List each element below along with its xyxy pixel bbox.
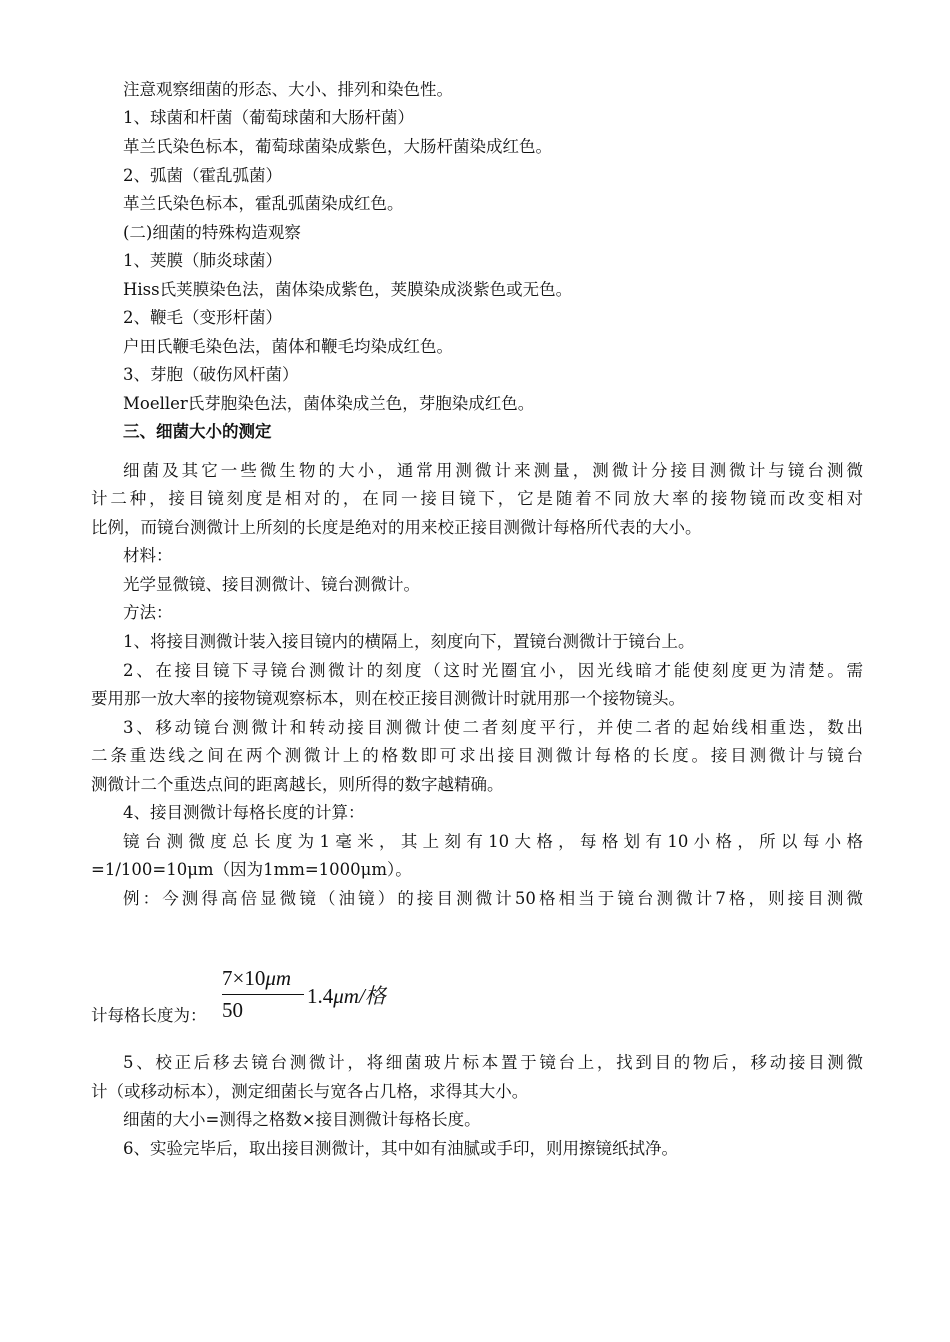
text-line: Moeller氏芽胞染色法，菌体染成兰色，芽胞染成红色。 [123, 394, 535, 413]
section-heading: 三、细菌大小的测定 [123, 422, 272, 441]
step-1: 1、将接目测微计装入接目镜内的横隔上，刻度向下，置镜台测微计于镜台上。 [123, 632, 695, 651]
step-4-title: 4、接目测微计每格长度的计算： [123, 803, 365, 822]
text-line: 户田氏鞭毛染色法，菌体和鞭毛均染成红色。 [123, 337, 453, 356]
text-line: 注意观察细菌的形态、大小、排列和染色性。 [123, 80, 453, 99]
text-line: 2、弧菌（霍乱弧菌） [123, 166, 282, 185]
step-3-line: 3、移动镜台测微计和转动接目测微计使二者刻度平行，并使二者的起始线相重迭，数出 [123, 718, 863, 737]
step-3-line: 二条重迭线之间在两个测微计上的格数即可求出接目测微计每格的长度。接目测微计与镜台 [91, 746, 863, 765]
step-2-line: 2、在接目镜下寻镜台测微计的刻度（这时光圈宜小，因光线暗才能使刻度更为清楚。需 [123, 661, 863, 680]
fraction-bar [222, 994, 304, 995]
fraction-denominator: 50 [222, 998, 243, 1022]
step-6: 6、实验完毕后，取出接目测微计，其中如有油腻或手印，则用擦镜纸拭净。 [123, 1139, 678, 1158]
text-line: 革兰氏染色标本，霍乱弧菌染成红色。 [123, 194, 404, 213]
text-line: (二)细菌的特殊构造观察 [123, 223, 301, 242]
example-line: 例：今测得高倍显微镜（油镜）的接目测微计50格相当于镜台测微计7格，则接目测微 [123, 889, 863, 908]
step-5-line: 计（或移动标本），测定细菌长与宽各占几格，求得其大小。 [91, 1082, 529, 1101]
step-5-line: 5、校正后移去镜台测微计，将细菌玻片标本置于镜台上，找到目的物后，移动接目测微 [123, 1053, 863, 1072]
formula-result: 1.4μm/格 [307, 984, 386, 1008]
text-line: 2、鞭毛（变形杆菌） [123, 308, 282, 327]
materials-text: 光学显微镜、接目测微计、镜台测微计。 [123, 575, 420, 594]
paragraph-line: 细菌及其它一些微生物的大小，通常用测微计来测量，测微计分接目测微计与镜台测微 [123, 461, 863, 480]
materials-label: 材料： [123, 546, 173, 565]
step-2-line: 要用那一放大率的接物镜观察标本，则在校正接目测微计时就用那一个接物镜头。 [91, 689, 685, 708]
text-line: 3、芽胞（破伤风杆菌） [123, 365, 299, 384]
size-formula: 细菌的大小=测得之格数×接目测微计每格长度。 [123, 1110, 481, 1129]
text-line: 1、荚膜（肺炎球菌） [123, 251, 282, 270]
step-4-line: 镜台测微度总长度为1毫米，其上刻有10大格，每格划有10小格，所以每小格 [123, 832, 863, 851]
text-line: 革兰氏染色标本，葡萄球菌染成紫色，大肠杆菌染成红色。 [123, 137, 552, 156]
method-label: 方法： [123, 603, 173, 622]
formula-prefix: 计每格长度为： [91, 1006, 207, 1025]
step-3-line: 测微计二个重迭点间的距离越长，则所得的数字越精确。 [91, 775, 504, 794]
text-line: 1、球菌和杆菌（葡萄球菌和大肠杆菌） [123, 108, 414, 127]
fraction-numerator: 7×10μm [222, 966, 292, 990]
paragraph-line: 比例，而镜台测微计上所刻的长度是绝对的用来校正接目测微计每格所代表的大小。 [91, 518, 702, 537]
text-line: Hiss氏荚膜染色法，菌体染成紫色，荚膜染成淡紫色或无色。 [123, 280, 573, 299]
paragraph-line: 计二种，接目镜刻度是相对的，在同一接目镜下，它是随着不同放大率的接物镜而改变相对 [91, 489, 863, 508]
step-4-line: =1/100=10μm（因为1mm=1000μm）。 [91, 860, 412, 879]
